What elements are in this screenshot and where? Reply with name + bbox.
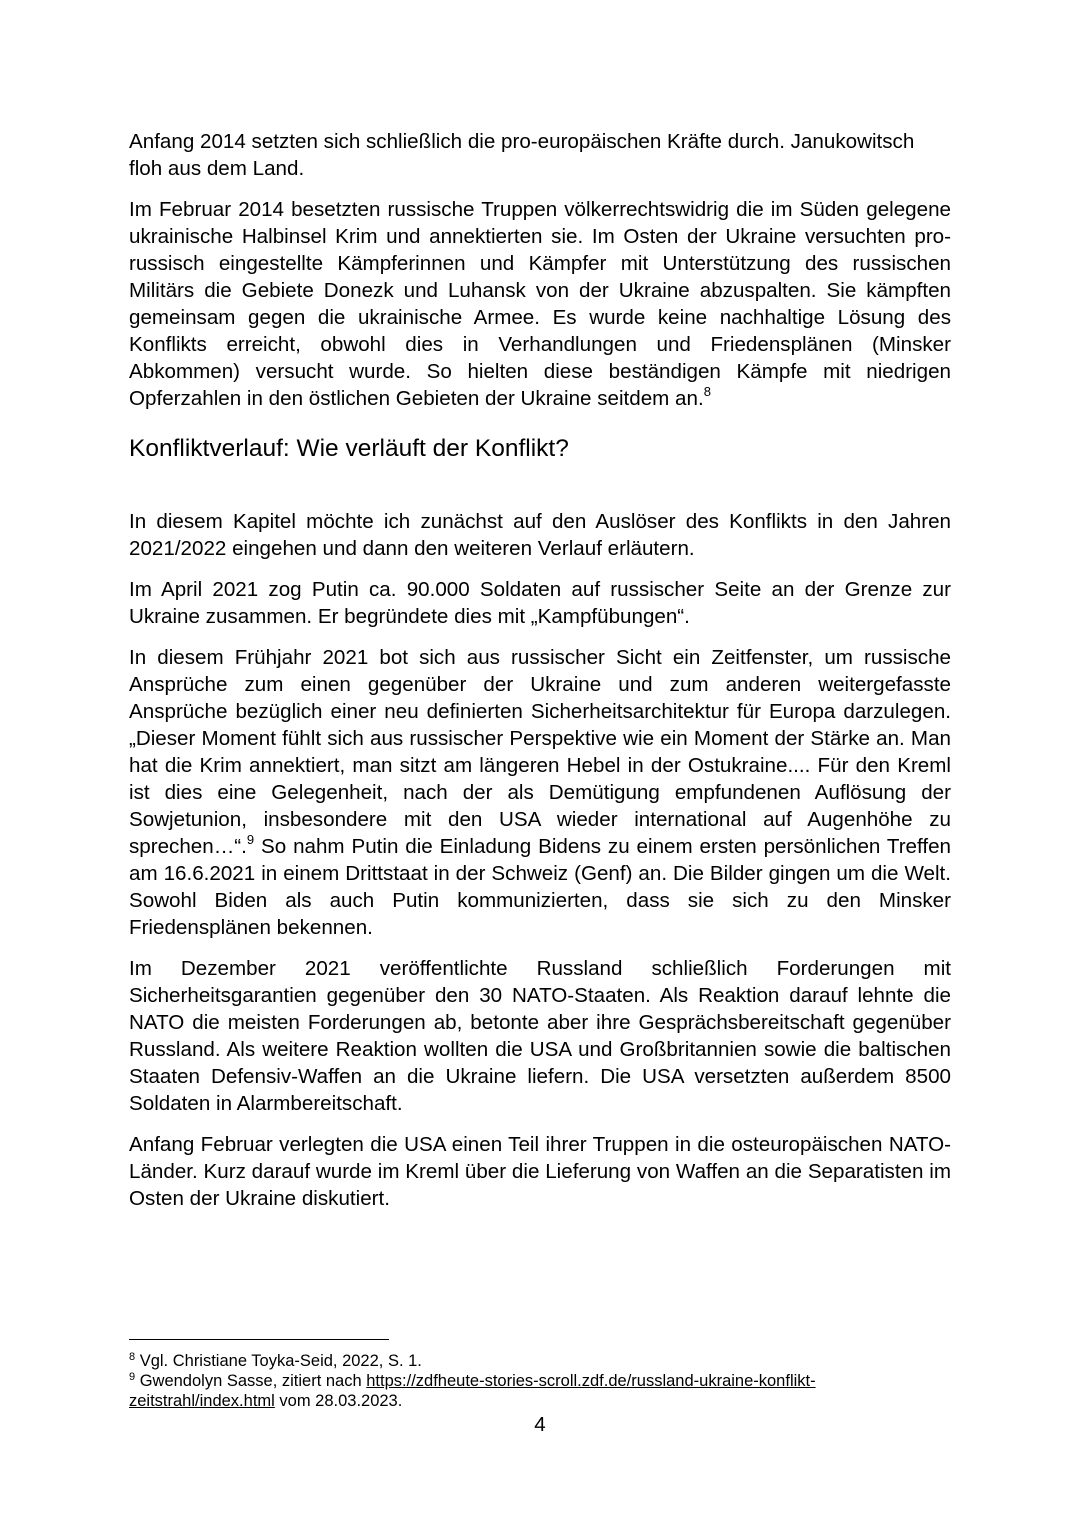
footnote-divider <box>129 1339 389 1340</box>
footnote-text: vom 28.03.2023. <box>274 1392 403 1410</box>
paragraph-text: Anfang 2014 setzten sich schließlich die pro-europäischen Kräfte durch. Janukowitsch floh aus dem Land. <box>129 130 915 180</box>
footnote-text: Vgl. Christiane Toyka-Seid, 2022, S. 1. <box>135 1352 422 1370</box>
paragraph-april-2021 <box>129 576 951 630</box>
footnote-number: 9 <box>129 1370 136 1383</box>
paragraph-february <box>129 1131 951 1212</box>
paragraph-spring-2021 <box>129 644 951 941</box>
footnote-number: 8 <box>129 1350 136 1363</box>
paragraph-text: So nahm Putin die Einladung Bidens zu einem ersten persönlichen Treffen am 16.6.2021 in einem Drittstaat in der Schweiz (Genf) an. Die Bilder gingen um die Welt. Sowohl Biden als auch Putin kommunizierten, dass sie sich zu den Minsker Friedensplänen bekennen. <box>129 835 951 939</box>
paragraph-chapter-intro <box>129 508 951 562</box>
paragraph-text: Im Februar 2014 besetzten russische Truppen völkerrechtswidrig die im Süden gelegene ukrainische Halbinsel Krim und annektierten sie. Im Osten der Ukraine versuchten pro-russisch eingestellte Kämpferinnen und Kämpfer mit Unterstützung des russischen Militärs die Gebiete Donezk und Luhansk von der Ukraine abzuspalten. Sie kämpften gemeinsam gegen die ukrainische Armee. Es wurde keine nachhaltige Lösung des Konflikts erreicht, obwohl dies in Verhandlungen und Friedensplänen (Minsker Abkommen) versucht wurde. So hielten diese beständigen Kämpfe mit niedrigen Opferzahlen in den östlichen Gebieten der Ukraine seitdem an. <box>129 198 951 410</box>
paragraph-crimea-intro <box>129 128 951 182</box>
footnote-ref-9[interactable]: 9 <box>246 832 255 848</box>
footnote-8 <box>129 1351 951 1371</box>
source-link[interactable]: https://zdfheute-stories-scroll.zdf.de/russland-ukraine-konflikt-zeitstrahl/index.html <box>129 1372 816 1410</box>
page-number: 4 <box>534 1413 546 1436</box>
section-heading: Konfliktverlauf: Wie verläuft der Konflikt? <box>129 435 569 462</box>
paragraph-december-2021 <box>129 955 951 1117</box>
paragraph-text: Im Dezember 2021 veröffentlichte Russland schließlich Forderungen mit Sicherheitsgarantien gegenüber den 30 NATO-Staaten. Als Reaktion darauf lehnte die NATO die meisten Forderungen ab, betonte aber ihre Gesprächsbereitschaft gegenüber Russland. Als weitere Reaktion wollten die USA und Großbritannien sowie die baltischen Staaten Defensiv-Waffen an die Ukraine liefern. Die USA versetzten außerdem 8500 Soldaten in Alarmbereitschaft. <box>129 957 951 1115</box>
paragraph-crimea-annexation <box>129 196 951 412</box>
paragraph-text: In diesem Frühjahr 2021 bot sich aus russischer Sicht ein Zeitfenster, um russische Ansprüche zum einen gegenüber der Ukraine und zum anderen weitergefasste Ansprüche bezüglich einer neu definierten Sicherheitsarchitektur für Europa darzulegen. „Dieser Moment fühlt sich aus russischer Perspektive wie ein Moment der Stärke an. Man hat die Krim annektiert, man sitzt am längeren Hebel in der Ostukraine.... Für den Kreml ist dies eine Gelegenheit, nach der als Demütigung empfundenen Auflösung der Sowjetunion, insbesondere mit den USA wieder international auf Augenhöhe zu sprechen…“. <box>129 646 951 858</box>
section-conflict-course <box>129 508 951 1226</box>
footnote-9 <box>129 1371 951 1411</box>
page-body <box>129 128 951 1210</box>
paragraph-text: Im April 2021 zog Putin ca. 90.000 Soldaten auf russischer Seite an der Grenze zur Ukraine zusammen. Er begründete dies mit „Kampfübungen“. <box>129 578 951 628</box>
footnotes <box>129 1351 951 1411</box>
paragraph-text: Anfang Februar verlegten die USA einen Teil ihrer Truppen in die osteuropäischen NATO-Länder. Kurz darauf wurde im Kreml über die Lieferung von Waffen an die Separatisten im Osten der Ukraine diskutiert. <box>129 1133 951 1210</box>
paragraph-text: In diesem Kapitel möchte ich zunächst auf den Auslöser des Konflikts in den Jahren 2021/2022 eingehen und dann den weiteren Verlauf erläutern. <box>129 510 951 560</box>
footnote-ref-8[interactable]: 8 <box>703 384 711 400</box>
footnote-text: Gwendolyn Sasse, zitiert nach <box>135 1372 367 1390</box>
